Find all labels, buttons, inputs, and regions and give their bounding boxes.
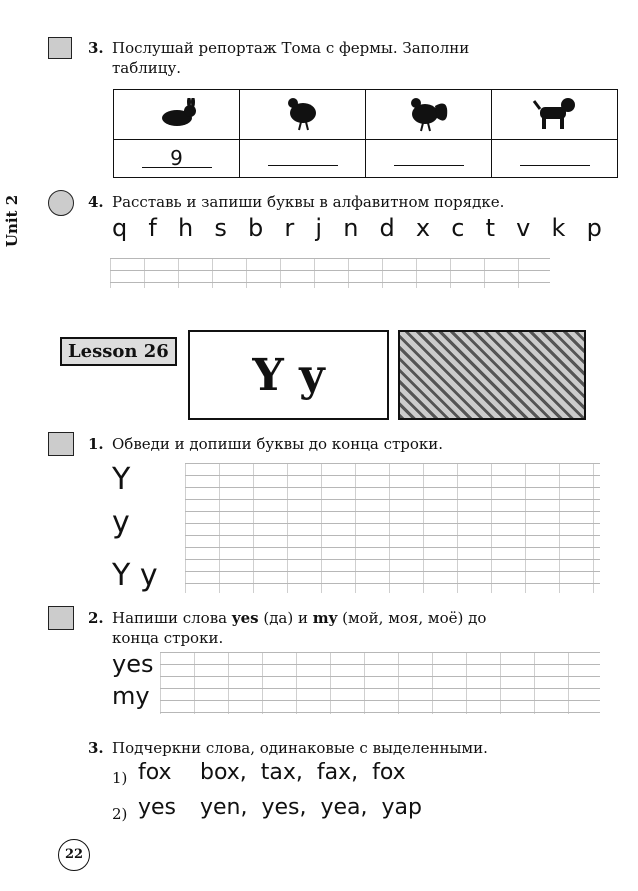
ex1-row3-sample: Y y bbox=[112, 558, 158, 593]
task4-text: Расставь и запиши буквы в алфавитном порядке. bbox=[112, 193, 505, 211]
letter-f: f bbox=[148, 214, 157, 242]
ex3-line1-key: fox bbox=[138, 760, 172, 785]
rabbit-icon bbox=[155, 98, 199, 128]
ex3-line2-num: 2) bbox=[112, 805, 128, 823]
answer-dog[interactable] bbox=[520, 147, 590, 166]
ex3-line1-num: 1) bbox=[112, 769, 128, 787]
ex2-sample-yes: yes bbox=[112, 650, 154, 678]
ex2-icon bbox=[48, 606, 74, 630]
ex1-text: Обведи и допиши буквы до конца строки. bbox=[112, 435, 444, 453]
cell-rabbit bbox=[114, 90, 240, 140]
letter-h: h bbox=[177, 214, 194, 242]
listen-icon bbox=[48, 37, 72, 59]
letter-n: n bbox=[343, 214, 359, 242]
letter-t: t bbox=[485, 214, 496, 242]
ex1-icon bbox=[48, 432, 74, 456]
ex2-sample-my: my bbox=[112, 682, 150, 710]
ex1-row1-sample: Y bbox=[112, 462, 131, 497]
letter-j: j bbox=[315, 214, 323, 242]
ex3-line2-words[interactable]: yen, yes, yea, yap bbox=[200, 795, 422, 820]
lesson-badge: Lesson 26 bbox=[60, 337, 177, 366]
lesson-letter-box: Y y bbox=[188, 330, 389, 420]
ex3-text: Подчеркни слова, одинаковые с выделенными. bbox=[112, 739, 488, 757]
cell-dog bbox=[492, 90, 618, 140]
letter-d: d bbox=[379, 214, 395, 242]
ex2-text-2: конца строки. bbox=[112, 629, 224, 647]
letter-p: p bbox=[586, 214, 602, 242]
ex2-number: 2. bbox=[88, 609, 104, 627]
lesson-illustration bbox=[398, 330, 586, 420]
ex3-number: 3. bbox=[88, 739, 104, 757]
task3-text-1: Послушай репортаж Тома с фермы. Заполни bbox=[112, 39, 470, 57]
letter-b: b bbox=[247, 214, 264, 242]
letter-s: s bbox=[214, 214, 227, 242]
task4-writing-grid[interactable] bbox=[110, 258, 550, 288]
answer-hen[interactable] bbox=[268, 147, 338, 166]
cell-hen bbox=[240, 90, 366, 140]
ex1-row2-sample: y bbox=[112, 505, 130, 540]
ex2-text-part: Напиши слова bbox=[112, 609, 232, 627]
farm-table bbox=[113, 89, 618, 178]
letters-row bbox=[112, 214, 602, 242]
letter-r: r bbox=[284, 214, 295, 242]
letter-x: x bbox=[415, 214, 431, 242]
page-number: 22 bbox=[58, 839, 90, 871]
letter-c: c bbox=[451, 214, 465, 242]
hen-icon bbox=[283, 95, 323, 131]
ex2-text-part: (да) и bbox=[258, 609, 313, 627]
ex2-writing-grid[interactable] bbox=[160, 652, 600, 714]
ex3-line1-words[interactable]: box, tax, fax, fox bbox=[200, 760, 406, 785]
cell-rooster bbox=[366, 90, 492, 140]
rooster-icon bbox=[405, 94, 453, 132]
ex2-word-yes: yes bbox=[231, 609, 259, 627]
ex1-writing-grid[interactable] bbox=[185, 463, 600, 593]
task3-number: 3. bbox=[88, 39, 104, 57]
write-icon bbox=[48, 190, 74, 216]
task4-number: 4. bbox=[88, 193, 104, 211]
task3-text-2: таблицу. bbox=[112, 59, 182, 77]
letter-k: k bbox=[551, 214, 566, 242]
unit-side-label: Unit 2 bbox=[3, 194, 22, 248]
dog-icon bbox=[532, 95, 578, 131]
letter-v: v bbox=[516, 214, 531, 242]
answer-rabbit[interactable]: 9 bbox=[142, 149, 212, 168]
ex2-text-1 bbox=[112, 608, 486, 628]
ex2-word-my: my bbox=[312, 609, 338, 627]
letter-q: q bbox=[112, 214, 128, 242]
answer-rooster[interactable] bbox=[394, 147, 464, 166]
ex2-text-part: (мой, моя, моё) до bbox=[337, 609, 487, 627]
ex1-number: 1. bbox=[88, 435, 104, 453]
ex3-line2-key: yes bbox=[138, 795, 177, 820]
